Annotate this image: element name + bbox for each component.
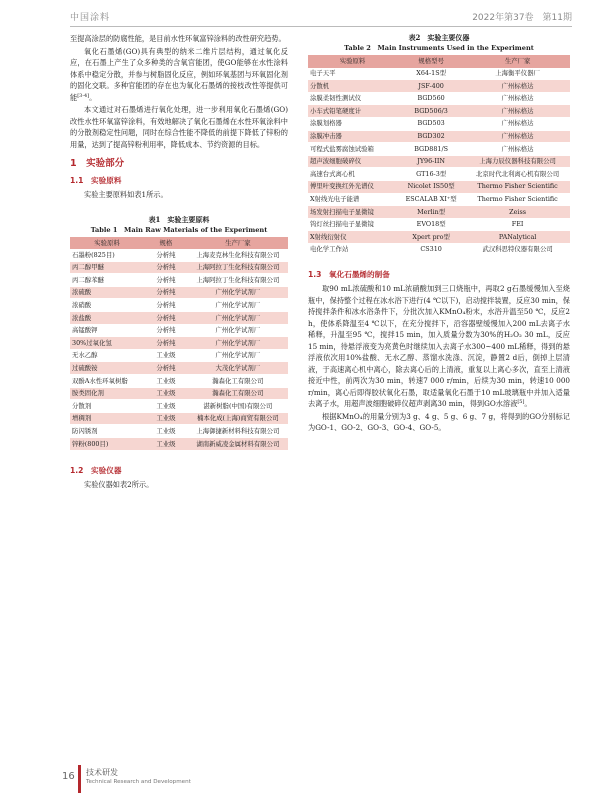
table-cell: 傅里叶变换红外光谱仪 [308,180,397,193]
paragraph-go: 氧化石墨烯(GO)具有典型的纳米二维片层结构，通过氧化反应，在石墨上产生了众多种类的含氧官能团，使GO能够在水性涂料体系中稳定分散，并参与树脂固化反应，例如环氧基团与环氧固化剂的固化交联。多种官能团的存在也为氧化石墨烯的接枝改性等提供可能[3-4]。 [70,46,288,102]
citation: [5] [517,399,525,405]
table-cell: 石墨粉(825目) [70,249,144,261]
section-heading-1-1: 1.1 实验原料 [70,175,122,185]
table-cell: 上海阿拉丁生化科技有限公司 [188,274,288,287]
table-cell: 可程式盐雾腐蚀试验箱 [308,143,397,156]
table-row [308,180,570,193]
table-cell: X射线衍射仪 [308,231,397,244]
table-cell: 楠本化成(上海)商贸有限公司 [188,412,288,425]
table-cell: 双酚A水性环氧树脂 [70,375,144,388]
table-row [70,312,288,325]
table-cell: 武汉科思特仪器有限公司 [465,243,570,256]
table-cell: 工业级 [144,349,188,362]
table-row [70,438,288,451]
citation: [3-4] [77,92,90,99]
page-header [0,8,600,30]
table-cell: BGD302 [397,130,465,143]
intro-tail: 至提高涂层的防腐性能，是目前水性环氧富锌涂料的改性研究趋势。 [70,34,286,43]
table-1 [70,215,288,451]
table-cell: 分析纯 [144,299,188,312]
table-cell: 工业级 [144,387,188,400]
table-cell: 高锰酸钾 [70,324,144,337]
table-1-caption: 表1 实验主要原料 [148,214,210,224]
table-cell: FEI [465,218,570,231]
table-cell: 广州化学试剂厂 [188,286,288,299]
table-2-caption: 表2 实验主要仪器 [408,33,470,42]
table-cell: X64-1S型 [397,68,465,80]
table-2-grid [308,55,570,257]
table-1-body [70,249,288,450]
table-cell: 分析纯 [144,362,188,375]
table-cell: 钨灯丝扫描电子显微镜 [308,218,397,231]
section-heading-1: 1 实验部分 [70,158,125,169]
table-cell: 上海力辰仪器科技有限公司 [465,155,570,168]
table-cell: 分析纯 [144,274,188,287]
table-cell: Merlin型 [397,206,465,219]
table-row [308,206,570,219]
section-heading-1-2: 1.2 实验仪器 [70,465,122,475]
table-row [308,218,570,231]
table-cell: JY96-IIN [397,155,465,168]
table-cell: 无水乙醇 [70,349,144,362]
table-cell: 浓硝酸 [70,299,144,312]
table-cell: 湛新树脂(中国)有限公司 [188,400,288,413]
right-column [308,33,570,435]
section-1-2-text: 实验仪器如表2所示。 [84,480,154,490]
table-cell: Nicolet IS50型 [397,180,465,193]
section-heading-1-3: 1.3 氧化石墨烯的制备 [308,269,390,279]
table-cell: 广州标格达 [465,92,570,105]
table-row [70,261,288,274]
table-row [308,80,570,93]
table-row [70,425,288,438]
table-cell: 分析纯 [144,324,188,337]
table-2 [308,33,570,257]
table-cell: BGD503 [397,117,465,130]
table-cell: 广州标格达 [465,143,570,156]
table-cell: 小车式铅笔硬度计 [308,105,397,118]
table-cell: 广州化学试剂厂 [188,324,288,337]
table-cell: 电子天平 [308,68,397,80]
table-row [308,68,570,80]
paragraph-this-work: 本文通过对石墨烯进行氧化处理，进一步利用氧化石墨烯(GO)改性水性环氧富锌涂料，有效地解决了氧化石墨烯在水性环氧涂料中的分散剂稳定性问题，同时在综合性能不降低的前提下降低了锌粉的用量，达到了提高锌粉利用率，降低成本、节约资源的目标。 [70,105,288,149]
table-cell: 浓硫酸 [70,286,144,299]
table-cell: 丙二醇苯醚 [70,274,144,287]
table-row [70,400,288,413]
table-cell: 广州化学试剂厂 [188,299,288,312]
table-cell: ESCALAB XI⁺型 [397,193,465,206]
table-cell: 超声波细胞破碎仪 [308,155,397,168]
paragraph-preparation: 取90 mL浓硫酸和10 mL浓硝酸加到三口烧瓶中，再取2 g石墨缓慢加入至烧瓶中，保持整个过程在冰水浴下进行(4 ℃以下)，启动搅拌装置，反应30 min，保持搅拌条件和冰水浴条件下，分批次加入KMnO₄粉末，水浴升温至50 ℃，反应2 h，使体系降温至4 ℃以下，在充分搅拌下，沿容器壁缓慢加入200 mL去离子水稀释，升温至95 ℃，搅拌15 min，加入质量分数为30%的H₂O₂ 30 mL，反应15 min，待悬浮液变为亮黄色时继续加入去离子水300~400 mL稀释，得到的悬浮液依次用10%盐酸、无水乙醇、蒸馏水洗涤、沉淀，静置2 d后，倒掉上层清液，于高速离心机中离心，除去离心后的上清液，重复以上离心多次，直至上清液接近中性，前两次为30 min，转速7 000 r/min，后续为30 min，转速10 000 r/min，离心后即得胶状氧化石墨，取适量氧化石墨于10 mL玻璃瓶中并加入适量去离子水，用超声波细胞破碎仪超声剥离30 min，得到GO水溶液[5]。 [308,284,570,408]
table-header-cell: 规格型号 [397,55,465,68]
table-header-cell: 实验原料 [70,237,144,250]
table-cell: 胺类固化剂 [70,387,144,400]
table-cell: 上海衡平仪器厂 [465,68,570,80]
table-row [70,337,288,350]
table-cell: 广州标格达 [465,117,570,130]
table-row [308,168,570,181]
table-cell: 涂膜划格器 [308,117,397,130]
left-column [70,33,288,492]
table-cell: X射线光电子能谱 [308,193,397,206]
table-cell: BGD506/3 [397,105,465,118]
table-cell: 分析纯 [144,261,188,274]
table-cell: 场发射扫描电子显微镜 [308,206,397,219]
table-row [70,286,288,299]
table-row [70,249,288,261]
table-cell: Zeiss [465,206,570,219]
footer-section-title: 技术研发 [86,768,118,777]
table-cell: 工业级 [144,425,188,438]
table-row [308,231,570,244]
table-row [70,274,288,287]
table-cell: 广州化学试剂厂 [188,349,288,362]
table-cell: Thermo Fisher Scientific [465,180,570,193]
table-row [70,412,288,425]
table-header-row [308,55,570,68]
table-row [70,299,288,312]
table-row [70,349,288,362]
table-cell: Xpert pro型 [397,231,465,244]
table-cell: PANalytical [465,231,570,244]
table-cell: 工业级 [144,400,188,413]
table-row [308,143,570,156]
table-cell: 分析纯 [144,286,188,299]
table-cell: 锌粉(800目) [70,438,144,451]
table-cell: 广州化学试剂厂 [188,337,288,350]
table-cell: 涂膜冲击器 [308,130,397,143]
table-header-cell: 生产厂家 [188,237,288,250]
table-cell: 瀚森化工有限公司 [188,387,288,400]
table-header-cell: 实验原料 [308,55,397,68]
table-header-cell: 生产厂家 [465,55,570,68]
section-1-1-text: 实验主要原料如表1所示。 [84,190,168,199]
table-row [308,130,570,143]
table-row [70,375,288,388]
footer-accent-bar [78,765,81,793]
table-row [308,92,570,105]
table-cell: 北京时代北利离心机有限公司 [465,168,570,181]
table-cell: 电化学工作站 [308,243,397,256]
table-cell: CS310 [397,243,465,256]
table-header-cell: 规格 [144,237,188,250]
table-cell: 浓盐酸 [70,312,144,325]
table-cell: 高速台式离心机 [308,168,397,181]
table-cell: 过硫酸铵 [70,362,144,375]
table-row [70,362,288,375]
table-row [308,243,570,256]
table-cell: JSF-400 [397,80,465,93]
table-cell: 大茂化学试剂厂 [188,362,288,375]
table-cell: 分析纯 [144,249,188,261]
table-2-body [308,68,570,256]
table-cell: 工业级 [144,438,188,451]
footer-section-subtitle: Technical Research and Development [86,779,191,785]
table-cell: 上海御捷新材料科技有限公司 [188,425,288,438]
table-2-caption-en: Table 2 Main Instruments Used in the Experiment [344,44,534,52]
table-cell: GT16-3型 [397,168,465,181]
table-row [70,324,288,337]
table-cell: BGD560 [397,92,465,105]
table-cell: 分散机 [308,80,397,93]
table-cell: 上海阿拉丁生化科技有限公司 [188,261,288,274]
table-cell: BGD881/S [397,143,465,156]
issue-info: 2022年第37卷 第11期 [472,13,572,23]
table-cell: 广州标格达 [465,80,570,93]
table-row [308,193,570,206]
table-cell: 增稠剂 [70,412,144,425]
paragraph-kmno4-dosage: 根据KMnO₄的用量分别为3 g、4 g、5 g、6 g、7 g，将得到的GO分别标记为GO-1、GO-2、GO-3、GO-4、GO-5。 [308,411,570,432]
table-1-grid [70,237,288,451]
table-cell: 广州标格达 [465,130,570,143]
table-cell: 涂膜柔韧性测试仪 [308,92,397,105]
table-cell: Thermo Fisher Scientific [465,193,570,206]
table-cell: 上海麦克林生化科技有限公司 [188,249,288,261]
page-number: 16 [62,771,75,782]
table-cell: 分散剂 [70,400,144,413]
table-cell: 丙二醇甲醚 [70,261,144,274]
table-cell: EVO18型 [397,218,465,231]
table-cell: 广州化学试剂厂 [188,312,288,325]
table-cell: 分析纯 [144,312,188,325]
table-row [70,387,288,400]
table-1-caption-en: Table 1 Main Raw Materials of the Experiment [90,225,268,234]
table-cell: 湖南新威凌金属材料有限公司 [188,438,288,451]
table-row [308,155,570,168]
table-row [308,117,570,130]
table-cell: 工业级 [144,375,188,388]
table-cell: 防闪锈剂 [70,425,144,438]
table-cell: 工业级 [144,412,188,425]
table-header-row [70,237,288,250]
table-cell: 广州标格达 [465,105,570,118]
table-cell: 瀚森化工有限公司 [188,375,288,388]
header-rule [70,26,572,27]
table-cell: 30%过氧化氢 [70,337,144,350]
table-row [308,105,570,118]
journal-name: 中国涂料 [70,13,111,23]
table-cell: 分析纯 [144,337,188,350]
